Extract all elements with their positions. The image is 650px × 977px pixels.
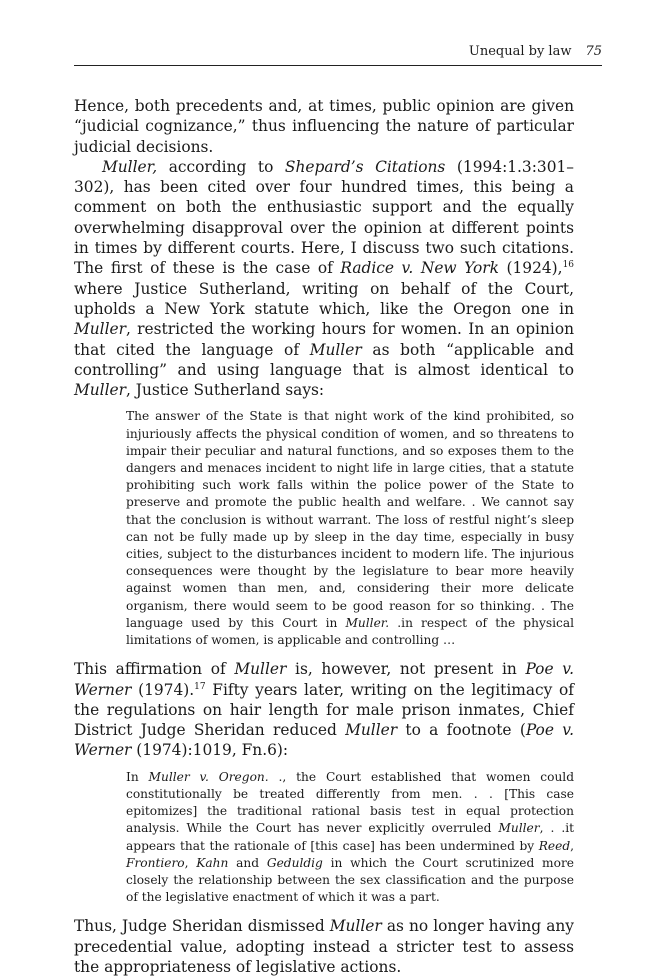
case-name: Muller (329, 917, 382, 936)
running-header (74, 44, 602, 66)
text-run: , Justice Sutherland says: (125, 381, 325, 400)
text-run: This affirmation of (74, 660, 235, 679)
text-run: , restricted the working hours for women. In an opinion that cited the language of (74, 320, 574, 359)
text-run: and (228, 855, 267, 870)
text-run: In (126, 769, 149, 784)
text-run: according to (157, 157, 285, 176)
running-title: Unequal by law (468, 44, 572, 59)
case-name: Muller (234, 660, 287, 679)
case-name: Muller, (102, 157, 158, 176)
paragraph-1 (74, 96, 574, 157)
text-run: Thus, Judge Sheridan dismissed (74, 917, 330, 936)
block-quote-2 (126, 769, 574, 907)
text-run: , (184, 855, 197, 870)
text-run: as both “applicable and controlling” and using language that is almost identical to (74, 340, 574, 379)
body-text (74, 96, 574, 977)
footnote-ref[interactable]: 16 (562, 260, 575, 271)
case-name: Poe v. Werner (74, 721, 574, 760)
text-run: (1974):1019, Fn.6): (131, 741, 289, 760)
case-name: Muller (345, 721, 398, 740)
text-run: ., the Court established that women could constitutionally be treated differently from men. . . [This case epitomizes] the traditional rational basis test in equal protection analysis. While the Court has never explicitly overruled (126, 769, 574, 836)
text-run: , . .it appears that the rationale of [this case] has been undermined by (126, 821, 574, 853)
paragraph-3 (74, 659, 574, 760)
case-name: Muller (74, 320, 126, 339)
case-name: Muller (498, 821, 540, 836)
text-run: The answer of the State is that night work of the kind prohibited, so injuriously affects the physical condition of women, and so threatens to impair their peculiar and natural functions, and so exposes them to the dangers and menaces incident to night life in large cities, that a statute prohibiting such work falls within the police power of the State to preserve and promote the public health and welfare. . We cannot say that the conclusion is without warrant. The loss of restful night’s sleep can not be fully made up by sleep in the day time, especially in busy cities, subject to the disturbances incident to modern life. The injurious consequences were thought by the legislature to bear more heavily against women than men, and, considering their more delicate organism, there would seem to be good reason for so thinking. . The language used by this Court in (126, 409, 574, 630)
footnote-ref[interactable]: 17 (194, 681, 206, 692)
case-name: Reed (538, 838, 571, 853)
case-name: Kahn (196, 855, 229, 870)
citation-title: Shepard’s Citations (284, 157, 446, 176)
text-run: .in respect of the physical limitations of women, is applicable and controlling … (126, 615, 574, 648)
text-run: to a footnote ( (397, 721, 526, 740)
case-name: Muller v. Oregon. (148, 769, 269, 784)
case-name: Muller (309, 340, 362, 359)
paragraph-1-text: Hence, both precedents and, at times, public opinion are given “judicial cognizance,” thus influencing the nature of particular judicial decisions. (74, 97, 574, 156)
text-run: (1994:1.3:301–302), has been cited over four hundred times, this being a comment on both the enthusiastic support and the equally overwhelming disapproval over the opinion at different points in times by different courts. Here, I discuss two such citations. The first of these is the case of (74, 157, 574, 278)
text-run: (1974). (131, 680, 195, 699)
case-name: Poe v. Werner (74, 660, 574, 699)
page-number: 75 (585, 44, 602, 59)
text-run: (1924), (498, 259, 563, 278)
case-name: Geduldig (266, 855, 323, 870)
block-quote-1 (126, 408, 574, 649)
case-name: Muller. (345, 615, 390, 630)
text-run: as no longer having any precedential value, adopting instead a stricter test to assess the appropriateness of legislative actions. (74, 917, 574, 976)
case-name: Frontiero (126, 855, 185, 870)
text-run: is, however, not present in (286, 660, 526, 679)
text-run: Fifty years later, writing on the legitimacy of the regulations on hair length for male prison inmates, Chief District Judge Sheridan reduced (74, 680, 574, 740)
case-name: Muller (74, 381, 126, 400)
text-run: where Justice Sutherland, writing on behalf of the Court, upholds a New York statute which, like the Oregon one in (74, 279, 574, 318)
text-run: in which the Court scrutinized more closely the relationship between the sex classification and the purpose of the legislative enactment of which it was a part. (126, 855, 574, 905)
case-name: Radice v. New York (340, 259, 499, 278)
paragraph-2 (74, 157, 574, 401)
paragraph-4 (74, 916, 574, 977)
text-run: , (570, 838, 574, 853)
